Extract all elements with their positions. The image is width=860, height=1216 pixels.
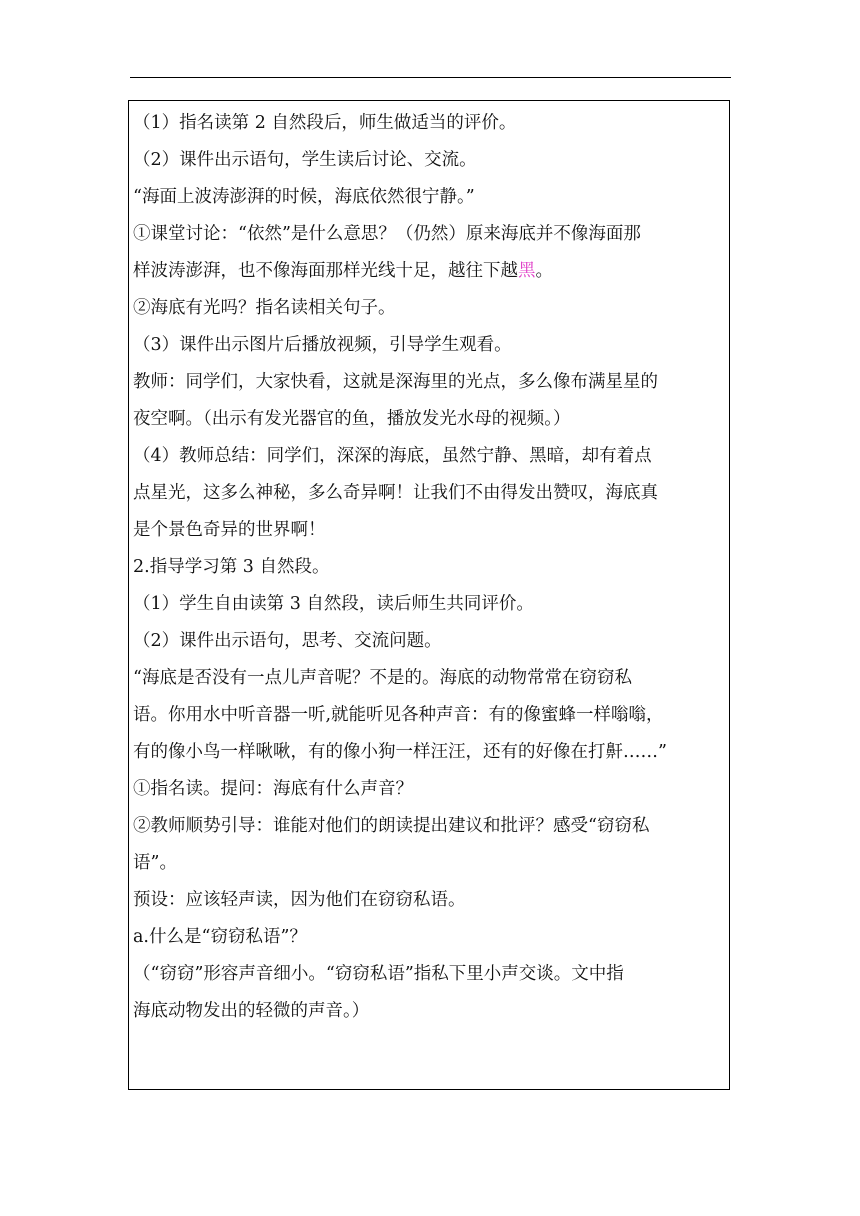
text-line: 点星光，这多么神秘，多么奇异啊！让我们不由得发出赞叹，海底真 <box>133 483 658 503</box>
text-line-with-highlight <box>133 253 726 290</box>
text-line: “海面上波涛澎湃的时候，海底依然很宁静。” <box>133 187 475 207</box>
section-heading: 2.指导学习第 3 自然段。 <box>133 557 330 577</box>
text-line: 有的像小鸟一样啾啾，有的像小狗一样汪汪，还有的好像在打鼾……” <box>133 742 667 762</box>
text-line: （“窃窃”形容声音细小。“窃窃私语”指私下里小声交谈。文中指 <box>133 964 624 984</box>
text-line: （1）指名读第 2 自然段后，师生做适当的评价。 <box>133 113 517 133</box>
highlighted-word: 黑 <box>518 261 536 281</box>
text-line: ①指名读。提问：海底有什么声音？ <box>133 779 413 799</box>
text-line: 语”。 <box>133 853 177 873</box>
text-segment-end: 。 <box>535 261 553 281</box>
text-line: （4）教师总结：同学们，深深的海底，虽然宁静、黑暗，却有着点 <box>133 446 652 466</box>
text-line: 夜空啊。（出示有发光器官的鱼，播放发光水母的视频。） <box>133 409 571 429</box>
text-line: 是个景色奇异的世界啊！ <box>133 520 326 540</box>
text-line: 预设：应该轻声读，因为他们在窃窃私语。 <box>133 890 466 910</box>
text-line: （1）学生自由读第 3 自然段，读后师生共同评价。 <box>133 594 534 614</box>
text-line: ②教师顺势引导：谁能对他们的朗读提出建议和批评？感受“窃窃私 <box>133 816 650 836</box>
text-line: （2）课件出示语句，思考、交流问题。 <box>133 631 442 651</box>
text-line: “海底是否没有一点儿声音呢？不是的。海底的动物常常在窃窃私 <box>133 668 632 688</box>
header-rule <box>130 77 731 78</box>
text-segment: 样波涛澎湃，也不像海面那样光线十足，越往下越 <box>133 261 518 281</box>
text-line: （2）课件出示语句，学生读后讨论、交流。 <box>133 150 477 170</box>
text-line: （3）课件出示图片后播放视频，引导学生观看。 <box>133 335 512 355</box>
text-line: ②海底有光吗？指名读相关句子。 <box>133 298 396 318</box>
text-line: ①课堂讨论：“依然”是什么意思？（仍然）原来海底并不像海面那 <box>133 224 641 244</box>
text-line: 教师：同学们，大家快看，这就是深海里的光点，多么像布满星星的 <box>133 372 658 392</box>
text-line: 语。你用水中听音器一听,就能听见各种声音：有的像蜜蜂一样嗡嗡， <box>133 705 664 725</box>
lesson-content-box <box>128 100 730 1090</box>
text-line: a.什么是“窃窃私语”？ <box>133 927 307 947</box>
text-line: 海底动物发出的轻微的声音。） <box>133 1001 370 1021</box>
